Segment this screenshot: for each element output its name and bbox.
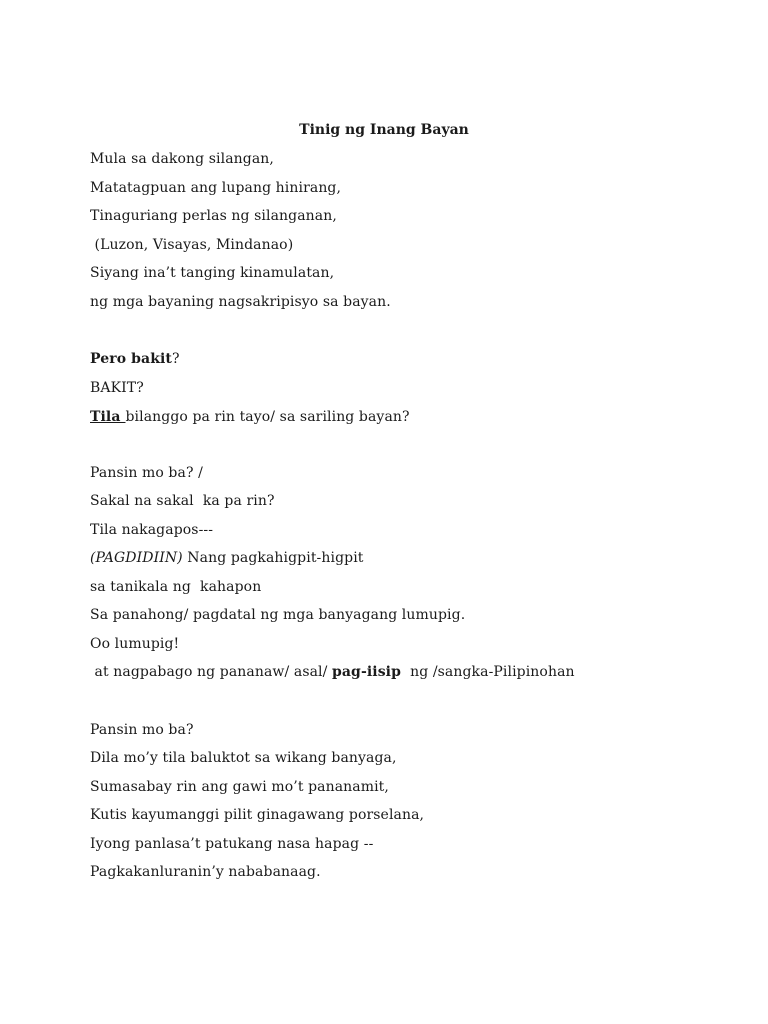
stanza2-line-1-rest: ? <box>172 351 180 367</box>
stanza3-line-5: sa tanikala ng kahapon <box>90 579 262 595</box>
stanza1-line-3: Tinaguriang perlas ng silanganan, <box>90 208 337 224</box>
stanza2-line-3-rest: bilanggo pa rin tayo/ sa sariling bayan? <box>125 409 410 425</box>
stanza4-line-6: Pagkakanluranin’y nababanaag. <box>90 864 321 880</box>
stanza3-line-8-start: at nagpabago ng pananaw/ asal/ <box>90 664 332 680</box>
stanza2-line-3 <box>90 406 410 428</box>
stanza1-line-1: Mula sa dakong silangan, <box>90 151 274 167</box>
stanza2-line-1 <box>90 348 180 370</box>
stanza3-line-4-italic: (PAGDIDIIN) <box>90 550 183 566</box>
stanza4-line-2: Dila mo’y tila baluktot sa wikang banyaga, <box>90 750 397 766</box>
stanza3-line-4-rest: Nang pagkahigpit-higpit <box>182 550 364 566</box>
stanza4-line-5: Iyong panlasa’t patukang nasa hapag -- <box>90 836 374 852</box>
stanza2-line-1-bold: Pero bakit <box>90 351 172 367</box>
stanza2-line-3-underlined: Tila <box>90 409 126 425</box>
stanza2-line-2: BAKIT? <box>90 380 144 396</box>
stanza1-line-6: ng mga bayaning nagsakripisyo sa bayan. <box>90 294 391 310</box>
stanza3-line-8-bold: pag-iisip <box>332 664 401 680</box>
stanza4-line-1: Pansin mo ba? <box>90 722 194 738</box>
stanza3-line-8-end: ng /sangka-Pilipinohan <box>401 664 575 680</box>
stanza3-line-3: Tila nakagapos--- <box>90 522 214 538</box>
stanza3-line-2: Sakal na sakal ka pa rin? <box>90 493 275 509</box>
stanza3-line-1: Pansin mo ba? / <box>90 465 203 481</box>
stanza3-line-4 <box>90 547 364 569</box>
stanza3-line-8 <box>90 661 575 683</box>
stanza1-line-2: Matatagpuan ang lupang hinirang, <box>90 180 342 196</box>
stanza3-line-6: Sa panahong/ pagdatal ng mga banyagang lumupig. <box>90 607 466 623</box>
stanza4-line-4: Kutis kayumanggi pilit ginagawang porselana, <box>90 807 425 823</box>
stanza1-line-5: Siyang ina’t tanging kinamulatan, <box>90 265 335 281</box>
stanza4-line-3: Sumasabay rin ang gawi mo’t pananamit, <box>90 779 389 795</box>
poem-title: Tinig ng Inang Bayan <box>299 122 469 138</box>
stanza1-line-4: (Luzon, Visayas, Mindanao) <box>90 237 294 253</box>
stanza3-line-7: Oo lumupig! <box>90 636 180 652</box>
